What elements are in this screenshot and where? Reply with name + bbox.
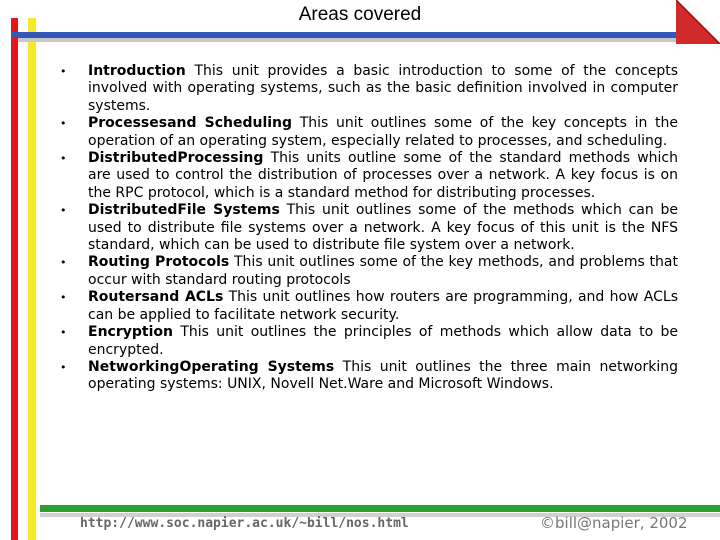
topic-title: Introduction <box>88 63 186 79</box>
decorative-red-bar <box>11 18 18 540</box>
slide-title: Areas covered <box>298 4 422 25</box>
list-item <box>60 359 678 394</box>
list-item <box>60 115 678 150</box>
list-item <box>60 63 678 115</box>
list-item <box>60 324 678 359</box>
topic-title: Encryption <box>88 324 173 341</box>
topic-title: DistributedFile Systems <box>88 202 280 219</box>
topic-description: This units outline some of the standard methods which are used to control the distribution of processes over a network. A key focus is on the RPC protocol, which is a standard method for distributing processes. <box>88 150 678 201</box>
topic-title: Routing Protocols <box>88 254 230 271</box>
bullet-icon: • <box>60 65 67 78</box>
topic-description: This unit outlines the principles of methods which allow data to be encrypted. <box>88 324 678 358</box>
topic-description: This unit outlines the three main networking operating systems: UNIX, Novell Net.Ware and Microsoft Windows. <box>88 358 678 393</box>
footer-url[interactable]: http://www.soc.napier.ac.uk/~bill/nos.html <box>80 516 409 531</box>
list-item <box>60 254 678 289</box>
bullet-icon: • <box>60 152 67 166</box>
footer-copyright: ©bill@napier, 2002 <box>540 514 688 532</box>
topic-title: DistributedProcessing <box>88 150 264 167</box>
bullet-icon: • <box>60 256 67 270</box>
topic-list <box>60 63 678 394</box>
topic-title: NetworkingOperating Systems <box>88 358 335 375</box>
topic-description: This unit outlines some of the key concepts in the operation of an operating system, especially related to processes, and scheduling. <box>88 115 678 149</box>
decorative-gray-rule <box>18 38 698 42</box>
decorative-green-rule <box>40 505 720 512</box>
list-item <box>60 202 678 254</box>
list-item <box>60 150 678 202</box>
bullet-icon: • <box>60 360 67 374</box>
topic-description: This unit provides a basic introduction to some of the concepts involved with operating systems, such as the basic definition involved in computer systems. <box>88 63 679 114</box>
list-item <box>60 289 678 324</box>
topic-title: Routersand ACLs <box>88 289 224 306</box>
bullet-icon: • <box>60 204 67 218</box>
bullet-icon: • <box>60 117 67 131</box>
topic-title: Processesand Scheduling <box>88 115 293 132</box>
topic-description: This unit outlines some of the key methods, and problems that occur with standard routing protocols <box>88 254 678 288</box>
bullet-icon: • <box>60 326 67 340</box>
bullet-icon: • <box>60 291 67 305</box>
slide-body <box>60 63 678 394</box>
topic-description: This unit outlines how routers are programming, and how ACLs can be applied to facilitate network security. <box>88 289 678 323</box>
topic-description: This unit outlines some of the methods which can be used to distribute file systems over a network. A key focus of this unit is the NFS standard, which can be used to distribute file system over a network. <box>88 202 679 254</box>
decorative-yellow-bar <box>28 18 36 540</box>
